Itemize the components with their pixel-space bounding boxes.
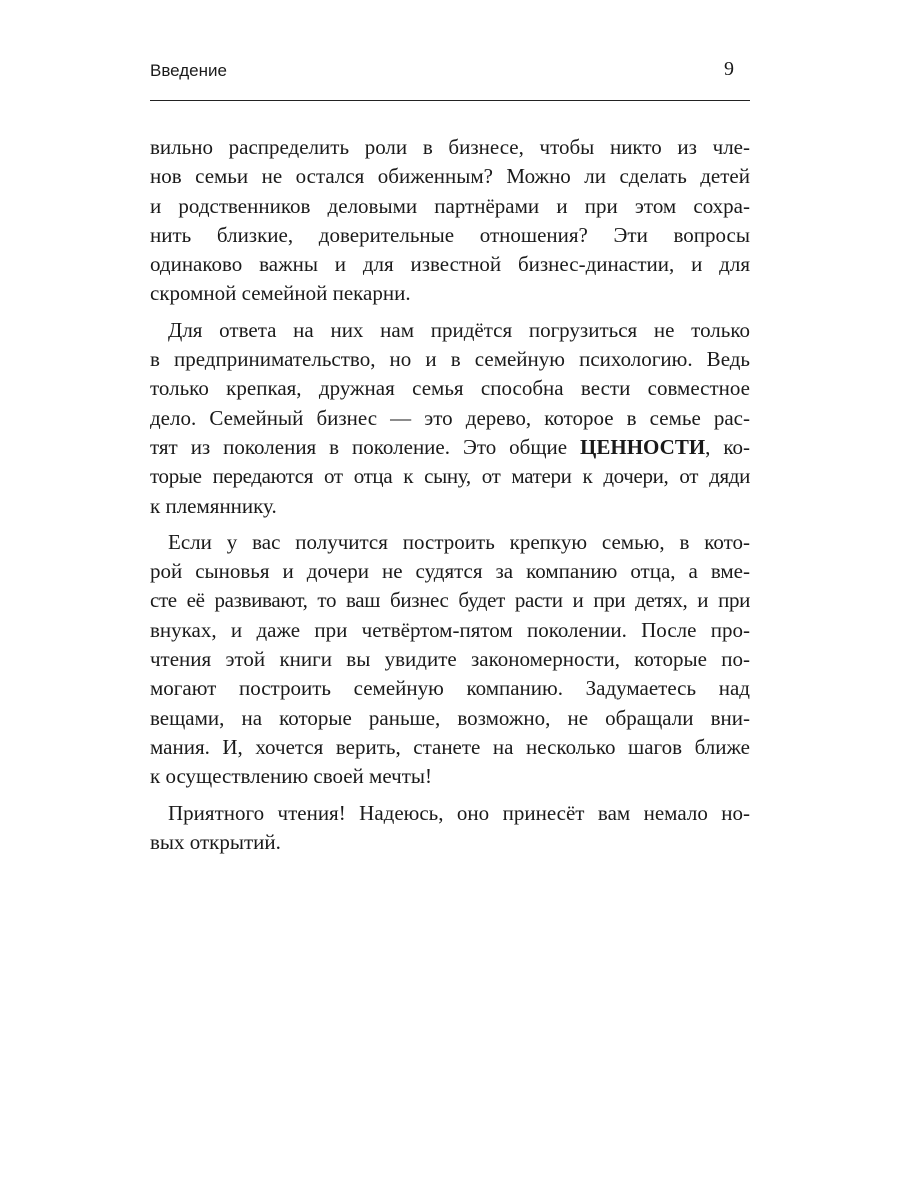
paragraph-1 — [150, 133, 750, 309]
text-line: Если у вас получится построить крепкую семью, в кото- — [168, 529, 750, 554]
page-number: 9 — [724, 58, 734, 80]
line-segment: , ко- — [705, 434, 750, 459]
text-line: Приятного чтения! Надеюсь, оно принесёт вам немало но- — [168, 800, 750, 825]
paragraph-2 — [150, 316, 750, 521]
text-line: скромной семейной пекарни. — [150, 281, 411, 306]
text-line: внуках, и даже при четвёртом-пятом поколении. После про- — [150, 617, 750, 642]
text-line: к племяннику. — [150, 493, 277, 518]
text-line: могают построить семейную компанию. Задумаетесь над — [150, 676, 750, 701]
text-line: рой сыновья и дочери не судятся за компанию отца, а вме- — [150, 559, 750, 584]
text-line: торые передаются от отца к сыну, от матери к дочери, от дяди — [150, 464, 750, 489]
paragraph-4 — [150, 799, 750, 858]
text-line: мания. И, хочется верить, станете на несколько шагов ближе — [150, 734, 750, 759]
text-line: нов семьи не остался обиженным? Можно ли сделать детей — [150, 164, 750, 189]
text-line: только крепкая, дружная семья способна вести совместное — [150, 376, 750, 401]
text-line: вых открытий. — [150, 829, 281, 854]
text-line-with-emphasis — [150, 433, 750, 462]
body-text — [150, 133, 750, 864]
text-line: к осуществлению своей мечты! — [150, 764, 432, 789]
text-line: в предпринимательство, но и в семейную психологию. Ведь — [150, 347, 750, 372]
header-divider — [150, 100, 750, 101]
text-line: сте её развивают, то ваш бизнес будет расти и при детях, и при — [150, 588, 750, 613]
text-line: Для ответа на них нам придётся погрузиться не только — [168, 317, 750, 342]
text-line: одинаково важны и для известной бизнес-династии, и для — [150, 252, 750, 277]
text-line: вильно распределить роли в бизнесе, чтобы никто из чле- — [150, 135, 750, 159]
text-line: вещами, на которые раньше, возможно, не обращали вни- — [150, 705, 750, 730]
text-line: дело. Семейный бизнес — это дерево, которое в семье рас- — [150, 405, 750, 430]
line-segment: тят из поколения в поколение. Это общие — [150, 434, 581, 459]
emphasis-values: ЦЕННОСТИ — [580, 434, 706, 459]
text-line: чтения этой книги вы увидите закономерности, которые по- — [150, 647, 750, 672]
text-line: нить близкие, доверительные отношения? Эти вопросы — [150, 222, 750, 247]
running-head — [150, 58, 750, 88]
paragraph-3 — [150, 528, 750, 792]
text-line: и родственников деловыми партнёрами и при этом сохра- — [150, 193, 750, 218]
section-title: Введение — [150, 61, 227, 80]
